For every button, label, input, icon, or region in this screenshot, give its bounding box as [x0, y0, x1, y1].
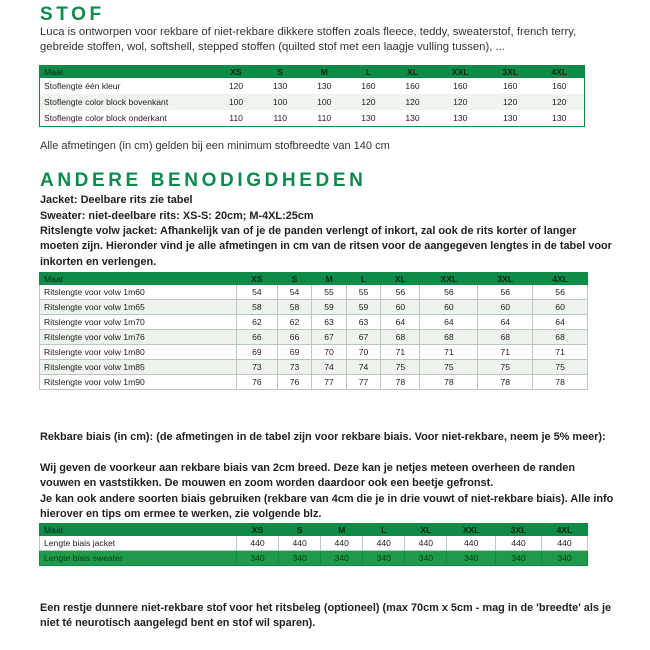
biais-table — [39, 523, 588, 566]
andere-heading: ANDERE BENODIGDHEDEN — [40, 170, 367, 191]
stof-note: Alle afmetingen (in cm) gelden bij een minimum stofbreedte van 140 cm — [40, 140, 390, 152]
table-header: Maat XS S M L XL XXL 3XL 4XL — [40, 273, 588, 285]
table-row: Ritslengte voor volw 1m90 76 76 77 77 78 78 78 78 — [40, 375, 588, 390]
biais-preference: Wij geven de voorkeur aan rekbare biais van 2cm breed. Deze kan je netjes meteen overheen de randen vouwen en vaststikken. De mouwen en zoom worden daardoor ook een beetje gefronst. — [40, 462, 575, 490]
table-row: Ritslengte voor volw 1m85 73 73 74 74 75 75 75 75 — [40, 360, 588, 375]
stof-heading: STOF — [40, 4, 105, 25]
sweater-line: Sweater: niet-deelbare rits: XS-S: 20cm; M-4XL:25cm — [40, 210, 314, 222]
table-row: Ritslengte voor volw 1m65 58 58 59 59 60 60 60 60 — [40, 300, 588, 315]
table-row: Stoflengte color block bovenkant 100 100 100 120 120 120 120 120 — [40, 94, 585, 110]
table-row: Lengte biais sweater 340 340 340 340 340 340 340 340 — [40, 551, 588, 566]
table-row: Ritslengte voor volw 1m80 69 69 70 70 71 71 71 71 — [40, 345, 588, 360]
table-row: Ritslengte voor volw 1m76 66 66 67 67 68 68 68 68 — [40, 330, 588, 345]
ritslengte-text: Ritslengte volw jacket: Afhankelijk van of je de panden verlengt of inkort, zal ook de rits korter of langer moeten zijn. Hieronder vind je alle afmetingen in cm van de ritsen voor de aangegeven lengtes in de tabel voor inkorten en verlengen. — [40, 225, 612, 268]
table-header: Maat XS S M L XL XXL 3XL 4XL — [40, 66, 585, 78]
table-row: Stoflengte color block onderkant 110 110 110 130 130 130 130 130 — [44, 112, 567, 123]
table-row: Ritslengte voor volw 1m70 62 62 63 63 64 64 64 64 — [40, 315, 588, 330]
stof-intro: Luca is ontworpen voor rekbare of niet-rekbare dikkere stoffen zoals fleece, teddy, sweaterstof, french terry, gebreide stoffen, wol, softshell, stepped stoffen (quilted stof met een laagje vulling tussen), ... — [40, 26, 577, 54]
table-row: Lengte biais jacket 440 440 440 440 440 440 440 440 — [40, 536, 588, 551]
biais-other: Je kan ook andere soorten biais gebruiken (rekbare van 4cm die je in drie vouwt of niet-rekbare biais). Alle info hierover en tips om ermee te werken, zie volgende blz. — [40, 493, 614, 521]
table-row: Stoflengte één kleur 120 130 130 160 160 160 160 160 — [44, 80, 567, 91]
biais-intro: Rekbare biais (in cm): (de afmetingen in de tabel zijn voor rekbare biais. Voor niet-rekbare, neem je 5% meer): — [40, 431, 606, 443]
table-header: Maat XS S M L XL XXL 3XL 4XL — [40, 524, 588, 536]
stof-table — [39, 65, 585, 127]
zip-table — [39, 272, 588, 390]
restje-text: Een restje dunnere niet-rekbare stof voor het ritsbeleg (optioneel) (max 70cm x 5cm - mag in de 'breedte' als je niet té neurotisch aangelegd bent en stof wil sparen). — [40, 602, 612, 630]
jacket-line: Jacket: Deelbare rits zie tabel — [40, 194, 193, 206]
table-row: Ritslengte voor volw 1m60 54 54 55 55 56 56 56 56 — [40, 285, 588, 300]
